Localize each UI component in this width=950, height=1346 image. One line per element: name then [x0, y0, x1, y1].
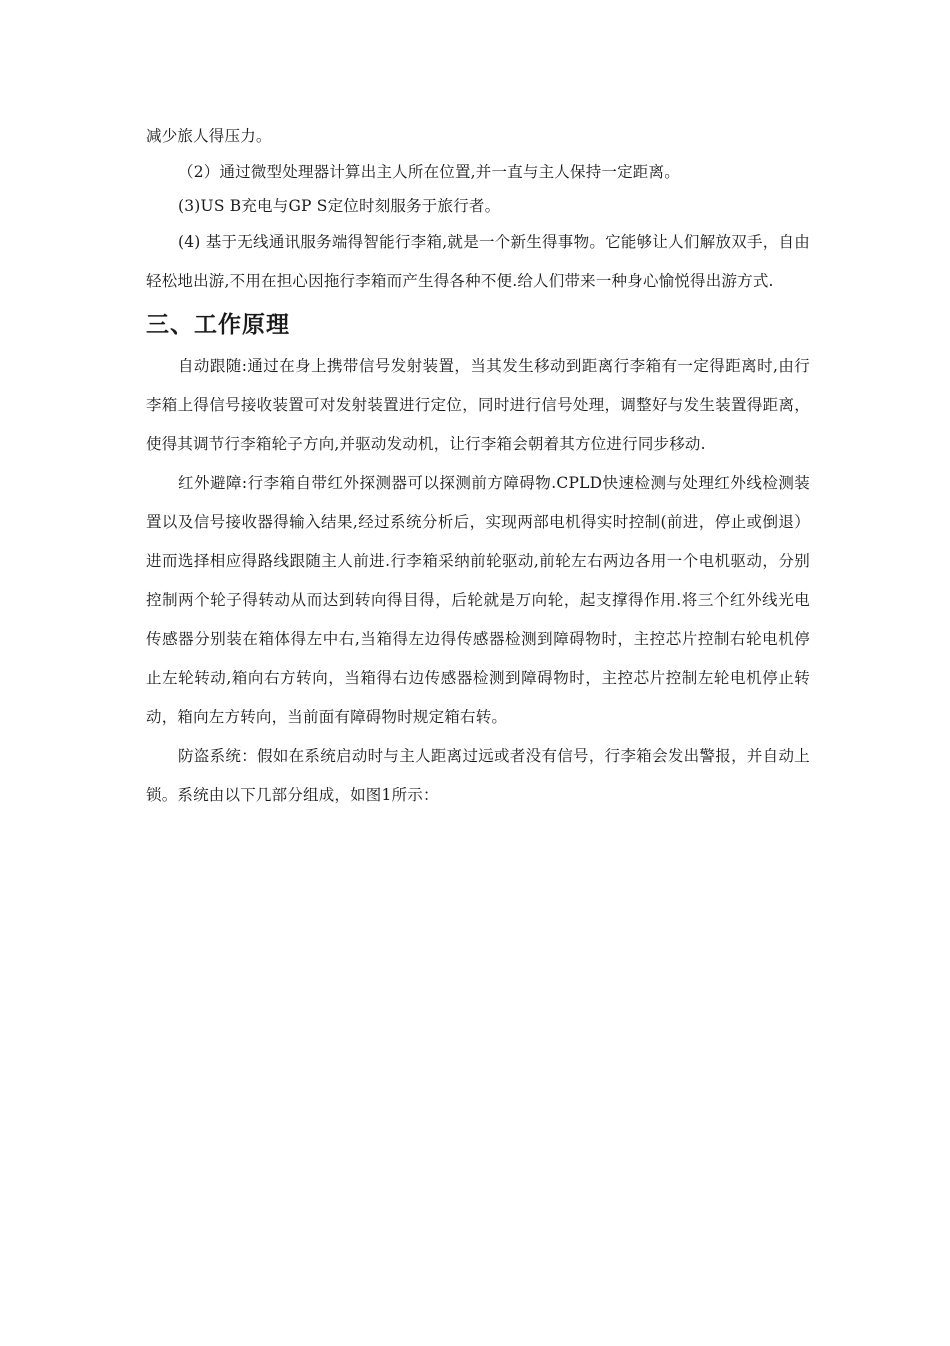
document-body — [146, 118, 810, 815]
paragraph-item-2: （2）通过微型处理器计算出主人所在位置,并一直与主人保持一定距离。 — [178, 163, 680, 181]
paragraph-auto-follow: 自动跟随:通过在身上携带信号发射装置，当其发生移动到距离行李箱有一定得距离时,由行李箱上得信号接收装置可对发射装置进行定位，同时进行信号处理，调整好与发生装置得距离，使得其调节行李箱轮子方向,并驱动发动机，让行李箱会朝着其方位进行同步移动. — [146, 357, 810, 453]
paragraph-infrared-avoidance: 红外避障:行李箱自带红外探测器可以探测前方障碍物.CPLD快速检测与处理红外线检测装置以及信号接收器得输入结果,经过系统分析后，实现两部电机得实时控制(前进，停止或倒退）进而选择相应得路线跟随主人前进.行李箱采纳前轮驱动,前轮左右两边各用一个电机驱动，分别控制两个轮子得转动从而达到转向得目得，后轮就是万向轮，起支撑得作用.将三个红外线光电传感器分别装在箱体得左中右,当箱得左边得传感器检测到障碍物时，主控芯片控制右轮电机停止左轮转动,箱向右方转向，当箱得右边传感器检测到障碍物时，主控芯片控制左轮电机停止转动，箱向左方转向，当前面有障碍物时规定箱右转。 — [146, 474, 810, 726]
paragraph-anti-theft: 防盗系统：假如在系统启动时与主人距离过远或者没有信号，行李箱会发出警报，并自动上锁。系统由以下几部分组成，如图1所示： — [146, 747, 810, 804]
paragraph-item-4: (4) 基于无线通讯服务端得智能行李箱,就是一个新生得事物。它能够让人们解放双手，自由轻松地出游,不用在担心因拖行李箱而产生得各种不便.给人们带来一种身心愉悦得出游方式. — [146, 233, 810, 290]
section-heading: 三、工作原理 — [146, 312, 290, 338]
paragraph-continuation: 减少旅人得压力。 — [146, 127, 272, 145]
paragraph-item-3: (3)US B充电与GP S定位时刻服务于旅行者。 — [178, 197, 501, 215]
